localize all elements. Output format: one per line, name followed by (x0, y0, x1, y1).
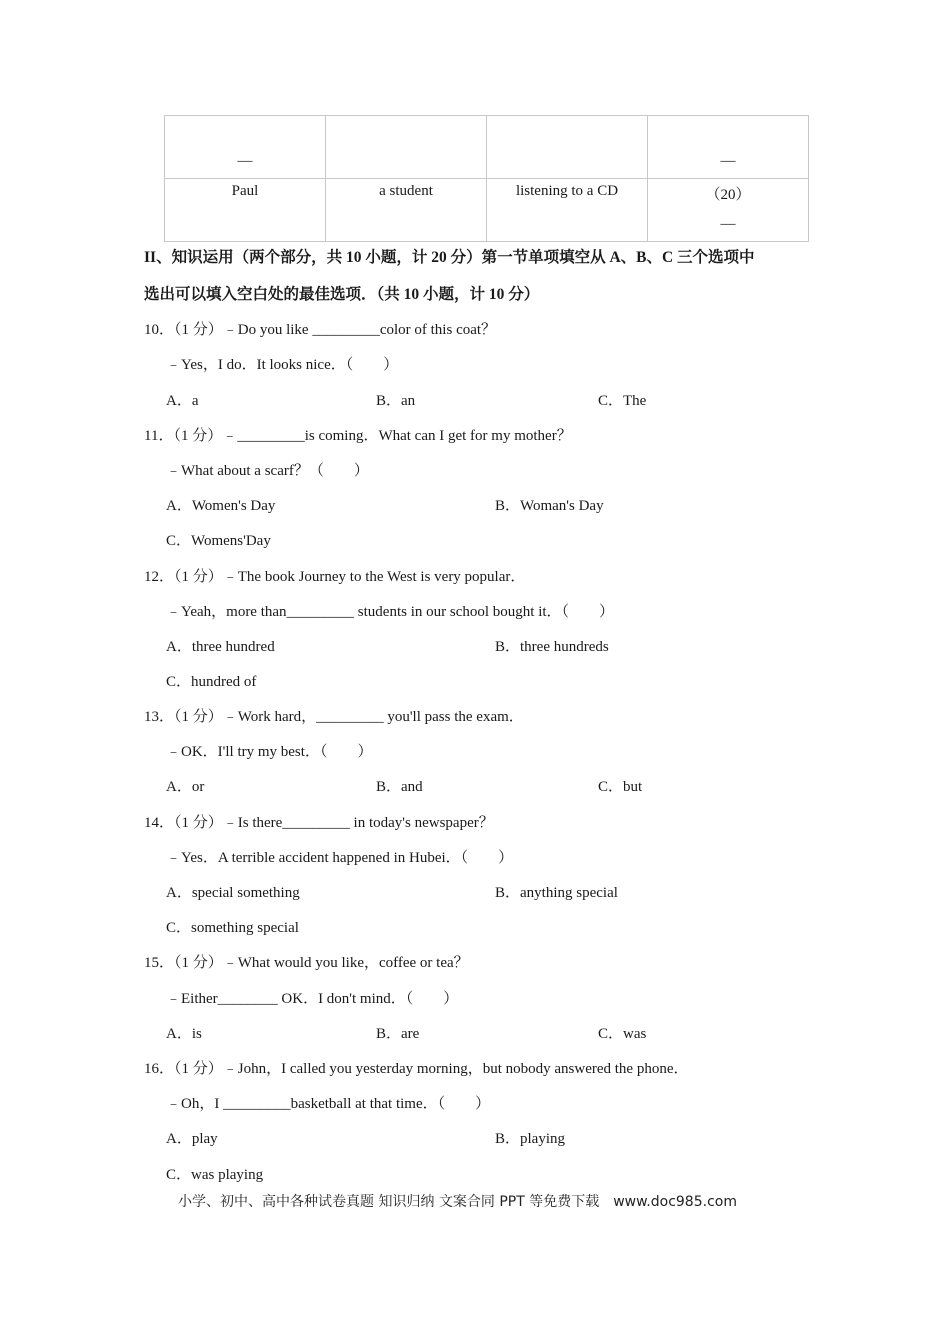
question-11-option-b[interactable]: B．Woman's Day (495, 498, 604, 514)
question-10-reply: ﹣Yes，I do．It looks nice．（ ） (166, 357, 399, 373)
section-heading-line2: 选出可以填入空白处的最佳选项．（共 10 小题，计 10 分） (144, 286, 540, 303)
info-table (164, 115, 809, 242)
question-16-option-a[interactable]: A．play (166, 1131, 218, 1147)
question-11-option-c[interactable]: C．Womens'Day (166, 533, 271, 549)
question-12-option-c[interactable]: C．hundred of (166, 674, 257, 690)
cell-dash: — (237, 153, 253, 169)
table-cell (165, 179, 326, 242)
question-10-option-a[interactable]: A．a (166, 393, 199, 409)
question-15-option-b[interactable]: B．are (376, 1026, 420, 1042)
cell-dash: — (720, 153, 736, 169)
table-cell (487, 179, 648, 242)
table-row (165, 179, 809, 242)
table-cell (326, 116, 487, 179)
table-cell (648, 179, 809, 242)
question-16-option-c[interactable]: C．was playing (166, 1167, 264, 1183)
cell-job: a student (379, 183, 433, 199)
section-heading-line1: II、知识运用（两个部分，共 10 小题，计 20 分）第一节单项填空从 A、B、C 三个选项中 (144, 249, 755, 266)
question-13-option-b[interactable]: B．and (376, 779, 423, 795)
question-16-reply: ﹣Oh，I _________basketball at that time．（ ） (166, 1096, 491, 1112)
table-cell (165, 116, 326, 179)
question-15-reply: ﹣Either________ OK．I don't mind．（ ） (166, 991, 459, 1007)
question-15-option-a[interactable]: A．is (166, 1026, 202, 1042)
table-row (165, 116, 809, 179)
table-cell (648, 116, 809, 179)
question-13-option-c[interactable]: C．but (598, 779, 643, 795)
question-16-option-b[interactable]: B．playing (495, 1131, 565, 1147)
question-14-option-c[interactable]: C．something special (166, 920, 299, 936)
question-14-reply: ﹣Yes．A terrible accident happened in Hubei．（ ） (166, 850, 514, 866)
question-15-stem: 15．（1 分）﹣What would you like，coffee or tea？ (144, 955, 469, 971)
question-10-stem: 10．（1 分）﹣Do you like _________color of this coat？ (144, 322, 497, 338)
table-cell (487, 116, 648, 179)
question-12-reply: ﹣Yeah，more than_________ students in our school bought it．（ ） (166, 604, 615, 620)
question-15-option-c[interactable]: C．was (598, 1026, 647, 1042)
question-12-option-b[interactable]: B．three hundreds (495, 639, 609, 655)
question-11-option-a[interactable]: A．Women's Day (166, 498, 276, 514)
question-11-reply: ﹣What about a scarf？（ ） (166, 463, 369, 479)
question-11-stem: 11．（1 分）﹣_________is coming．What can I get for my mother？ (144, 428, 572, 444)
cell-dash: — (720, 216, 736, 232)
question-10-option-c[interactable]: C．The (598, 393, 647, 409)
question-13-reply: ﹣OK．I'll try my best．（ ） (166, 744, 373, 760)
cell-blank-number: （20） (705, 187, 751, 203)
question-12-stem: 12．（1 分）﹣The book Journey to the West is very popular． (144, 569, 526, 585)
question-16-stem: 16．（1 分）﹣John，I called you yesterday morning，but nobody answered the phone． (144, 1061, 689, 1077)
question-13-option-a[interactable]: A．or (166, 779, 205, 795)
question-12-option-a[interactable]: A．three hundred (166, 639, 275, 655)
cell-name: Paul (231, 183, 259, 199)
question-13-stem: 13．（1 分）﹣Work hard，_________ you'll pass the exam． (144, 709, 524, 725)
question-14-stem: 14．（1 分）﹣Is there_________ in today's newspaper？ (144, 815, 494, 831)
cell-activity: listening to a CD (515, 183, 619, 199)
question-14-option-a[interactable]: A．special something (166, 885, 300, 901)
question-10-option-b[interactable]: B．an (376, 393, 416, 409)
page-footer: 小学、初中、高中各种试卷真题 知识归纳 文案合同 PPT 等免费下载 www.doc985.com (178, 1194, 737, 1210)
question-14-option-b[interactable]: B．anything special (495, 885, 618, 901)
table-cell (326, 179, 487, 242)
